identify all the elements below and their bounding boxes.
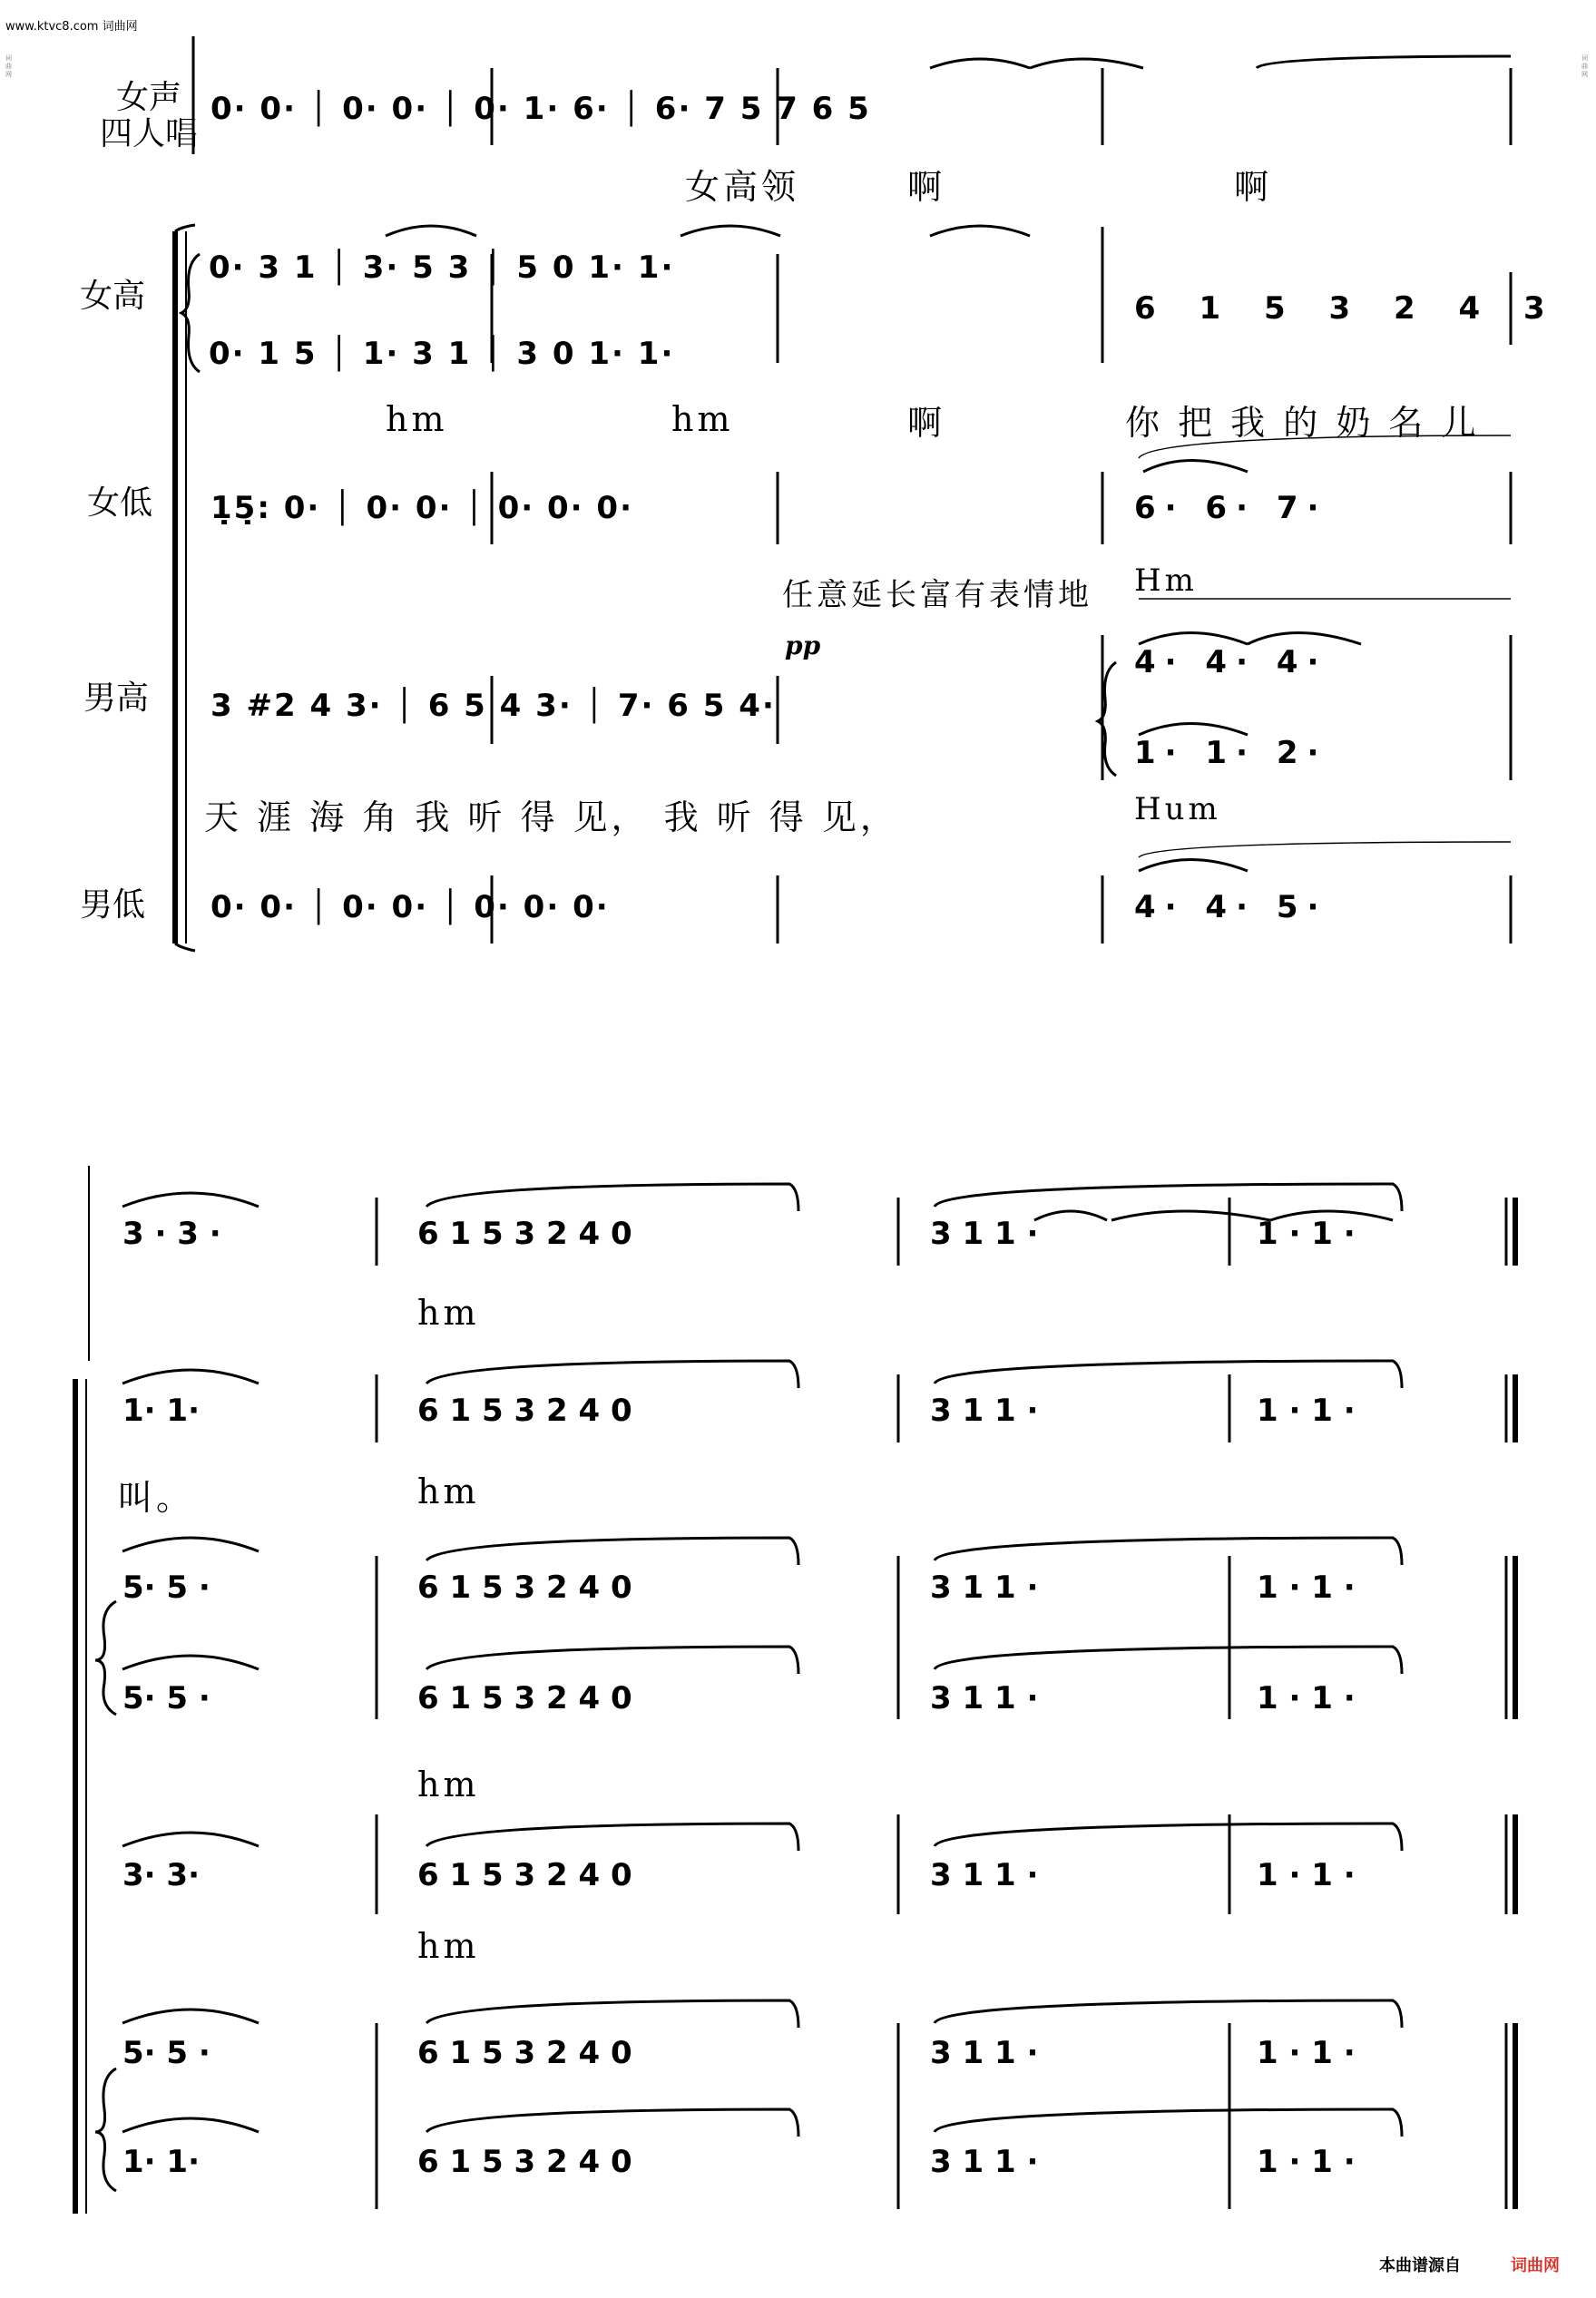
alto-notes: 1̣5̣: 0· │ 0· 0· │ 0· 0· 0·: [211, 490, 633, 526]
s2-bass-bottom-m4: 1 · 1 ·: [1257, 2144, 1356, 2180]
s2-soprano-m2: 6 1 5 3 2 4 0: [417, 1393, 632, 1429]
s2-soprano-m3: 3 1 1 ·: [930, 1393, 1039, 1429]
s2-alto-top-m3: 3 1 1 ·: [930, 1569, 1039, 1606]
s2-alto-bottom-m4: 1 · 1 ·: [1257, 1680, 1356, 1716]
part-label-bass: 男低: [80, 886, 146, 924]
s2-bass-bottom-m3: 3 1 1 ·: [930, 2144, 1039, 2180]
alto-expression: 任意延长富有表情地: [782, 577, 1092, 613]
tenor-notes: 3 #2 4 3· │ 6 5 4 3· │ 7· 6 5 4·: [211, 688, 776, 724]
s2-soprano-m4: 1 · 1 ·: [1257, 1393, 1356, 1429]
s2-soprano-lyric-b: hm: [417, 1472, 480, 1511]
s2-alto-bottom-m2: 6 1 5 3 2 4 0: [417, 1680, 632, 1716]
s2-quartet-m3: 3 1 1 ·: [930, 1216, 1039, 1252]
s2-quartet-lyric: hm: [417, 1293, 480, 1333]
s2-alto-bottom-m3: 3 1 1 ·: [930, 1680, 1039, 1716]
s2-tenor-m1: 3· 3·: [122, 1857, 200, 1893]
s2-bass-top-m3: 3 1 1 ·: [930, 2035, 1039, 2071]
system1-bracket-bottom: [175, 944, 195, 951]
quartet-lyric-lead: 女高领: [685, 167, 800, 207]
tenor-lyric: 天 涯 海 角 我 听 得 见， 我 听 得 见，: [204, 797, 898, 837]
quartet-notes: 0· 0· │ 0· 0· │ 0· 1· 6· │ 6· 7 5 7 6 5: [211, 91, 871, 127]
s2-bass-top-m1: 5· 5 ·: [122, 2035, 211, 2071]
bass-notes: 0· 0· │ 0· 0· │ 0· 0· 0·: [211, 889, 610, 925]
s2-alto-top-m4: 1 · 1 ·: [1257, 1569, 1356, 1606]
brace-soprano: [181, 254, 200, 372]
s2-soprano-lyric-a: 叫。: [118, 1478, 195, 1518]
alto-lyric-hm: Hm: [1134, 562, 1198, 599]
s2-quartet-m2: 6 1 5 3 2 4 0: [417, 1216, 632, 1252]
part-label-alto: 女低: [87, 484, 153, 522]
brace-bass: [95, 2068, 116, 2191]
system1-bracket-top: [175, 225, 195, 231]
s2-alto-bottom-m1: 5· 5 ·: [122, 1680, 211, 1716]
bass-end-notes: 4· 4· 5·: [1134, 889, 1328, 925]
s2-quartet-m1: 3 · 3 ·: [122, 1216, 221, 1252]
brace-alto: [95, 1601, 116, 1715]
soprano-lyric-end: 你 把 我 的 奶 名 儿: [1125, 403, 1480, 443]
s2-bass-bottom-m1: 1· 1·: [122, 2144, 200, 2180]
brace-tenor: [1098, 662, 1116, 776]
s2-bass-top-m4: 1 · 1 ·: [1257, 2035, 1356, 2071]
site-label: www.ktvc8.com 词曲网: [5, 20, 138, 34]
soprano-end-notes: 6 1 5 3 2 4 3: [1134, 290, 1562, 327]
tenor-end-bottom: 1· 1· 2·: [1134, 735, 1328, 771]
soprano-bottom-notes: 0· 1 5 │ 1· 3 1 │ 3 0 1· 1·: [209, 336, 675, 372]
s2-bass-bottom-m2: 6 1 5 3 2 4 0: [417, 2144, 632, 2180]
margin-watermark-left: 词曲网: [5, 54, 12, 78]
s2-alto-top-m1: 5· 5 ·: [122, 1569, 211, 1606]
tenor-dynamic: pp: [785, 631, 821, 660]
s2-tenor-m3: 3 1 1 ·: [930, 1857, 1039, 1893]
s2-bass-top-m2: 6 1 5 3 2 4 0: [417, 2035, 632, 2071]
s2-quartet-m4: 1 · 1 ·: [1257, 1216, 1356, 1252]
soprano-top-notes: 0· 3 1 │ 3· 5 3 │ 5 0 1· 1·: [209, 249, 675, 286]
tenor-end-top: 4· 4· 4·: [1134, 644, 1328, 680]
part-label-soprano: 女高: [80, 278, 146, 315]
margin-watermark-right: 词曲网: [1581, 54, 1588, 78]
s2-alto-top-m2: 6 1 5 3 2 4 0: [417, 1569, 632, 1606]
system2-slurs: [122, 1184, 1402, 2137]
part-label-tenor: 男高: [83, 680, 150, 717]
quartet-lyric-ah1: 啊: [907, 167, 946, 207]
s2-tenor-lyric: hm: [417, 1926, 480, 1966]
soprano-lyric-ah: 啊: [907, 403, 946, 443]
quartet-lyric-ah2: 啊: [1234, 167, 1273, 207]
tenor-lyric-hum: Hum: [1134, 791, 1221, 827]
alto-end-notes: 6· 6· 7·: [1134, 490, 1328, 526]
s2-tenor-m2: 6 1 5 3 2 4 0: [417, 1857, 632, 1893]
footer-source: 本曲谱源自: [1379, 2256, 1461, 2275]
s2-alto-lyric: hm: [417, 1765, 480, 1804]
footer-brand[interactable]: 词曲网: [1511, 2256, 1560, 2275]
part-label-quartet: 女声 四人唱: [100, 79, 199, 152]
s2-soprano-m1: 1· 1·: [122, 1393, 200, 1429]
soprano-lyric-hm1: hm: [386, 399, 448, 439]
s2-tenor-m4: 1 · 1 ·: [1257, 1857, 1356, 1893]
soprano-lyric-hm2: hm: [671, 399, 734, 439]
